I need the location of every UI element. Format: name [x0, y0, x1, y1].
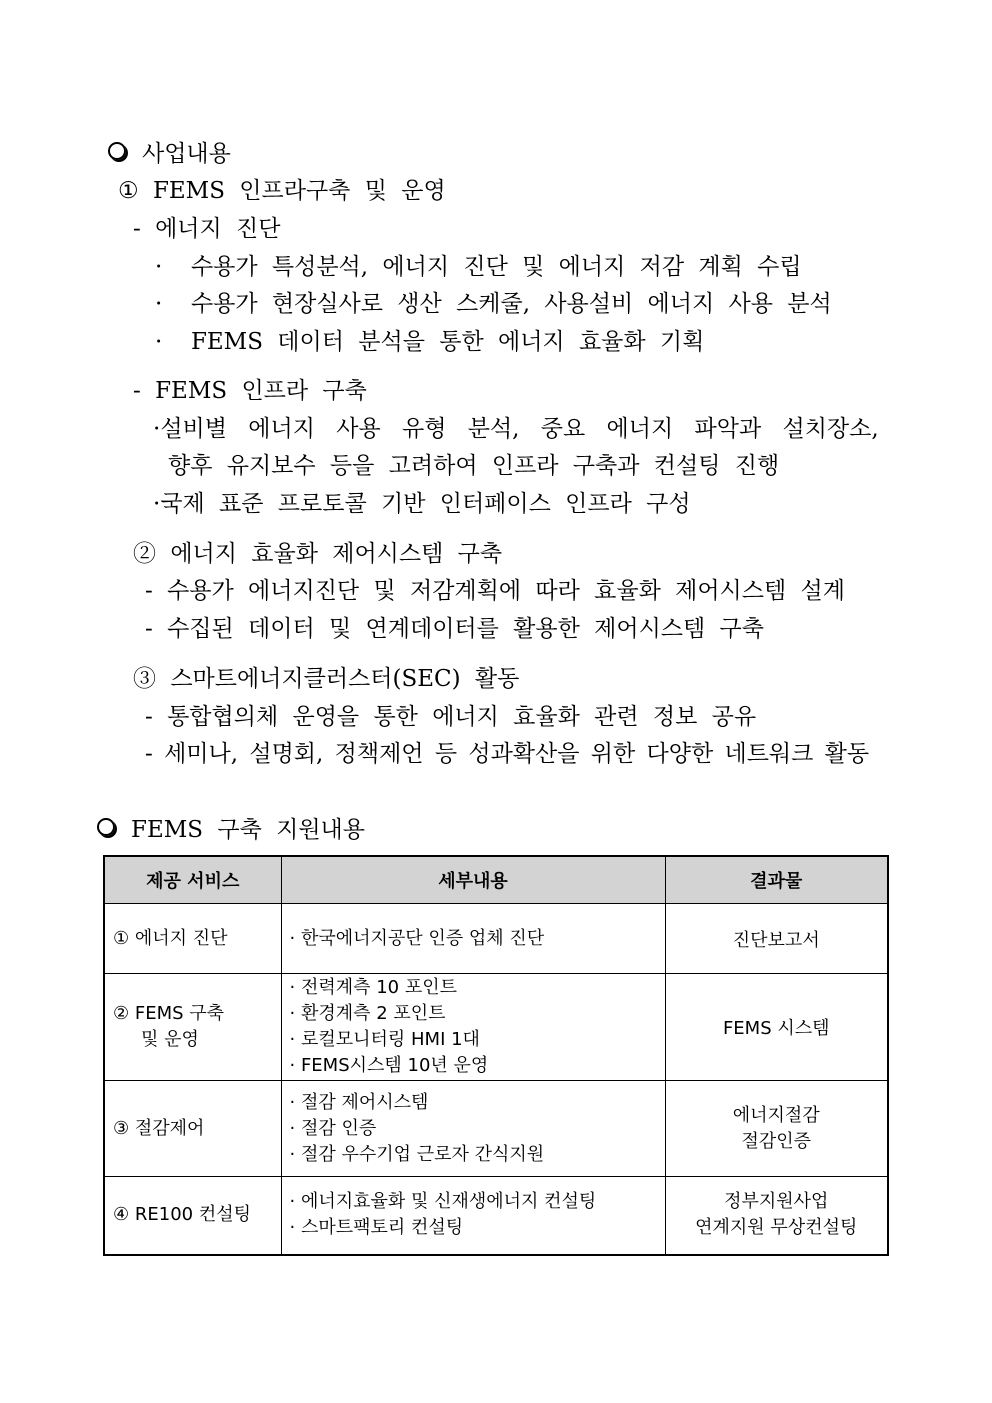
result-text: 에너지절감 [732, 1104, 820, 1126]
detail-text: 환경계측 2 포인트 [300, 1003, 446, 1024]
details-cell: · 절감 제어시스템 · 절감 인증 · 절감 우수기업 근로자 간식지원 [281, 1081, 665, 1177]
bullet-text: 수용가 특성분석, 에너지 진단 및 에너지 저감 계획 수립 [190, 254, 802, 280]
item-title: 에너지 효율화 제어시스템 구축 [170, 541, 503, 567]
table-row [104, 1081, 888, 1177]
heading-text: 사업내용 [142, 141, 231, 167]
detail-text: 절감 우수기업 근로자 간식지원 [300, 1143, 545, 1165]
bullet-line: · 수용가 특성분석, 에너지 진단 및 에너지 저감 계획 수립 [155, 254, 802, 280]
row-number: ③ [113, 1117, 130, 1139]
sub-heading: - FEMS 인프라 구축 [133, 378, 367, 404]
bullet-line: ·국제 표준 프로토콜 기반 인터페이스 인프라 구성 [153, 491, 691, 517]
service-text: 및 운영 [141, 1029, 199, 1050]
dash-line: - 수용가 에너지진단 및 저감계획에 따라 효율화 제어시스템 설계 [145, 578, 845, 604]
service-cell [104, 1081, 281, 1177]
result-cell [665, 1177, 888, 1255]
line-text: 수용가 에너지진단 및 저감계획에 따라 효율화 제어시스템 설계 [167, 578, 845, 604]
item1-heading [118, 176, 446, 206]
detail-text: FEMS시스템 10년 운영 [300, 1055, 489, 1076]
result-text: 절감인증 [741, 1130, 812, 1152]
result-cell [665, 974, 888, 1081]
dash-line: - 세미나, 설명회, 정책제언 등 성과확산을 위한 다양한 네트워크 활동 [145, 741, 870, 767]
dash-line: - 통합협의체 운영을 통한 에너지 효율화 관련 정보 공유 [145, 704, 757, 730]
result-cell [665, 904, 888, 974]
table-row [104, 974, 888, 1081]
detail-text: 전력계측 10 포인트 [300, 977, 458, 998]
circle-bullet-icon [97, 818, 115, 836]
service-text: FEMS 구축 [134, 1003, 225, 1024]
bullet-line: · 수용가 현장실사로 생산 스케줄, 사용설비 에너지 사용 분석 [155, 291, 832, 317]
bullet-text: 국제 표준 프로토콜 기반 인터페이스 인프라 구성 [160, 491, 691, 517]
item3-heading [133, 664, 519, 694]
header-result: 결과물 [665, 856, 888, 904]
section-heading-business [108, 139, 231, 169]
bullet-text: 설비별 에너지 사용 유형 분석, 중요 에너지 파악과 설치장소, [160, 416, 879, 442]
result-text: 정부지원사업 [724, 1191, 829, 1213]
header-details: 세부내용 [281, 856, 665, 904]
support-table [103, 855, 889, 1256]
header-service: 제공 서비스 [104, 856, 281, 904]
line-text: 수집된 데이터 및 연계데이터를 활용한 제어시스템 구축 [167, 616, 764, 642]
service-text: RE100 컨설팅 [134, 1204, 251, 1226]
bullet-text: 향후 유지보수 등을 고려하여 인프라 구축과 컨설팅 진행 [168, 453, 780, 479]
result-cell [665, 1081, 888, 1177]
item-number: ② [133, 541, 156, 567]
service-text: 절감제어 [134, 1117, 205, 1139]
bullet-text: 수용가 현장실사로 생산 스케줄, 사용설비 에너지 사용 분석 [190, 291, 832, 317]
detail-text: 로컬모니터링 HMI 1대 [300, 1029, 480, 1050]
details-cell: · 에너지효율화 및 신재생에너지 컨설팅 · 스마트팩토리 컨설팅 [281, 1177, 665, 1255]
item-title: FEMS 인프라구축 및 운영 [152, 178, 446, 204]
service-cell [104, 1177, 281, 1255]
row-number: ④ [113, 1204, 130, 1226]
row-number: ① [113, 927, 130, 949]
item-number: ③ [133, 666, 156, 692]
detail-text: 에너지효율화 및 신재생에너지 컨설팅 [300, 1191, 597, 1213]
sub-heading: - 에너지 진단 [133, 216, 281, 242]
details-cell: · 전력계측 10 포인트 · 환경계측 2 포인트 · 로컬모니터링 HMI 1대 · FEMS시스템 10년 운영 [281, 974, 665, 1081]
table-row [104, 904, 888, 974]
bullet-line: ·설비별 에너지 사용 유형 분석, 중요 에너지 파악과 설치장소, [153, 416, 879, 442]
result-text: 연계지원 무상컨설팅 [695, 1217, 858, 1239]
bullet-line: · FEMS 데이터 분석을 통한 에너지 효율화 기획 [155, 329, 705, 355]
dash-line: - 수집된 데이터 및 연계데이터를 활용한 제어시스템 구축 [145, 616, 764, 642]
section-heading-support [97, 815, 365, 845]
line-text: 세미나, 설명회, 정책제언 등 성과확산을 위한 다양한 네트워크 활동 [164, 741, 870, 767]
item-number: ① [118, 178, 139, 204]
service-cell [104, 974, 281, 1081]
detail-text: 한국에너지공단 인증 업체 진단 [300, 927, 545, 949]
line-text: 통합협의체 운영을 통한 에너지 효율화 관련 정보 공유 [167, 704, 757, 730]
table-row [104, 1177, 888, 1255]
result-text: FEMS 시스템 [722, 1018, 830, 1039]
detail-text: 스마트팩토리 컨설팅 [300, 1217, 464, 1239]
details-cell: · 한국에너지공단 인증 업체 진단 [281, 904, 665, 974]
result-text: 진단보고서 [732, 929, 820, 951]
detail-text: 절감 인증 [300, 1117, 377, 1139]
item2-heading [133, 539, 502, 569]
sub-title: FEMS 인프라 구축 [155, 378, 367, 404]
service-cell [104, 904, 281, 974]
table-header-row [104, 856, 888, 904]
heading-text: FEMS 구축 지원내용 [131, 817, 365, 843]
sub-title: 에너지 진단 [155, 216, 281, 242]
bullet-text: FEMS 데이터 분석을 통한 에너지 효율화 기획 [190, 329, 705, 355]
row-number: ② [113, 1003, 130, 1024]
detail-text: 절감 제어시스템 [300, 1091, 429, 1113]
circle-bullet-icon [108, 142, 126, 160]
item-title: 스마트에너지클러스터(SEC) 활동 [170, 666, 520, 692]
service-text: 에너지 진단 [134, 927, 228, 949]
bullet-continuation [168, 451, 779, 481]
